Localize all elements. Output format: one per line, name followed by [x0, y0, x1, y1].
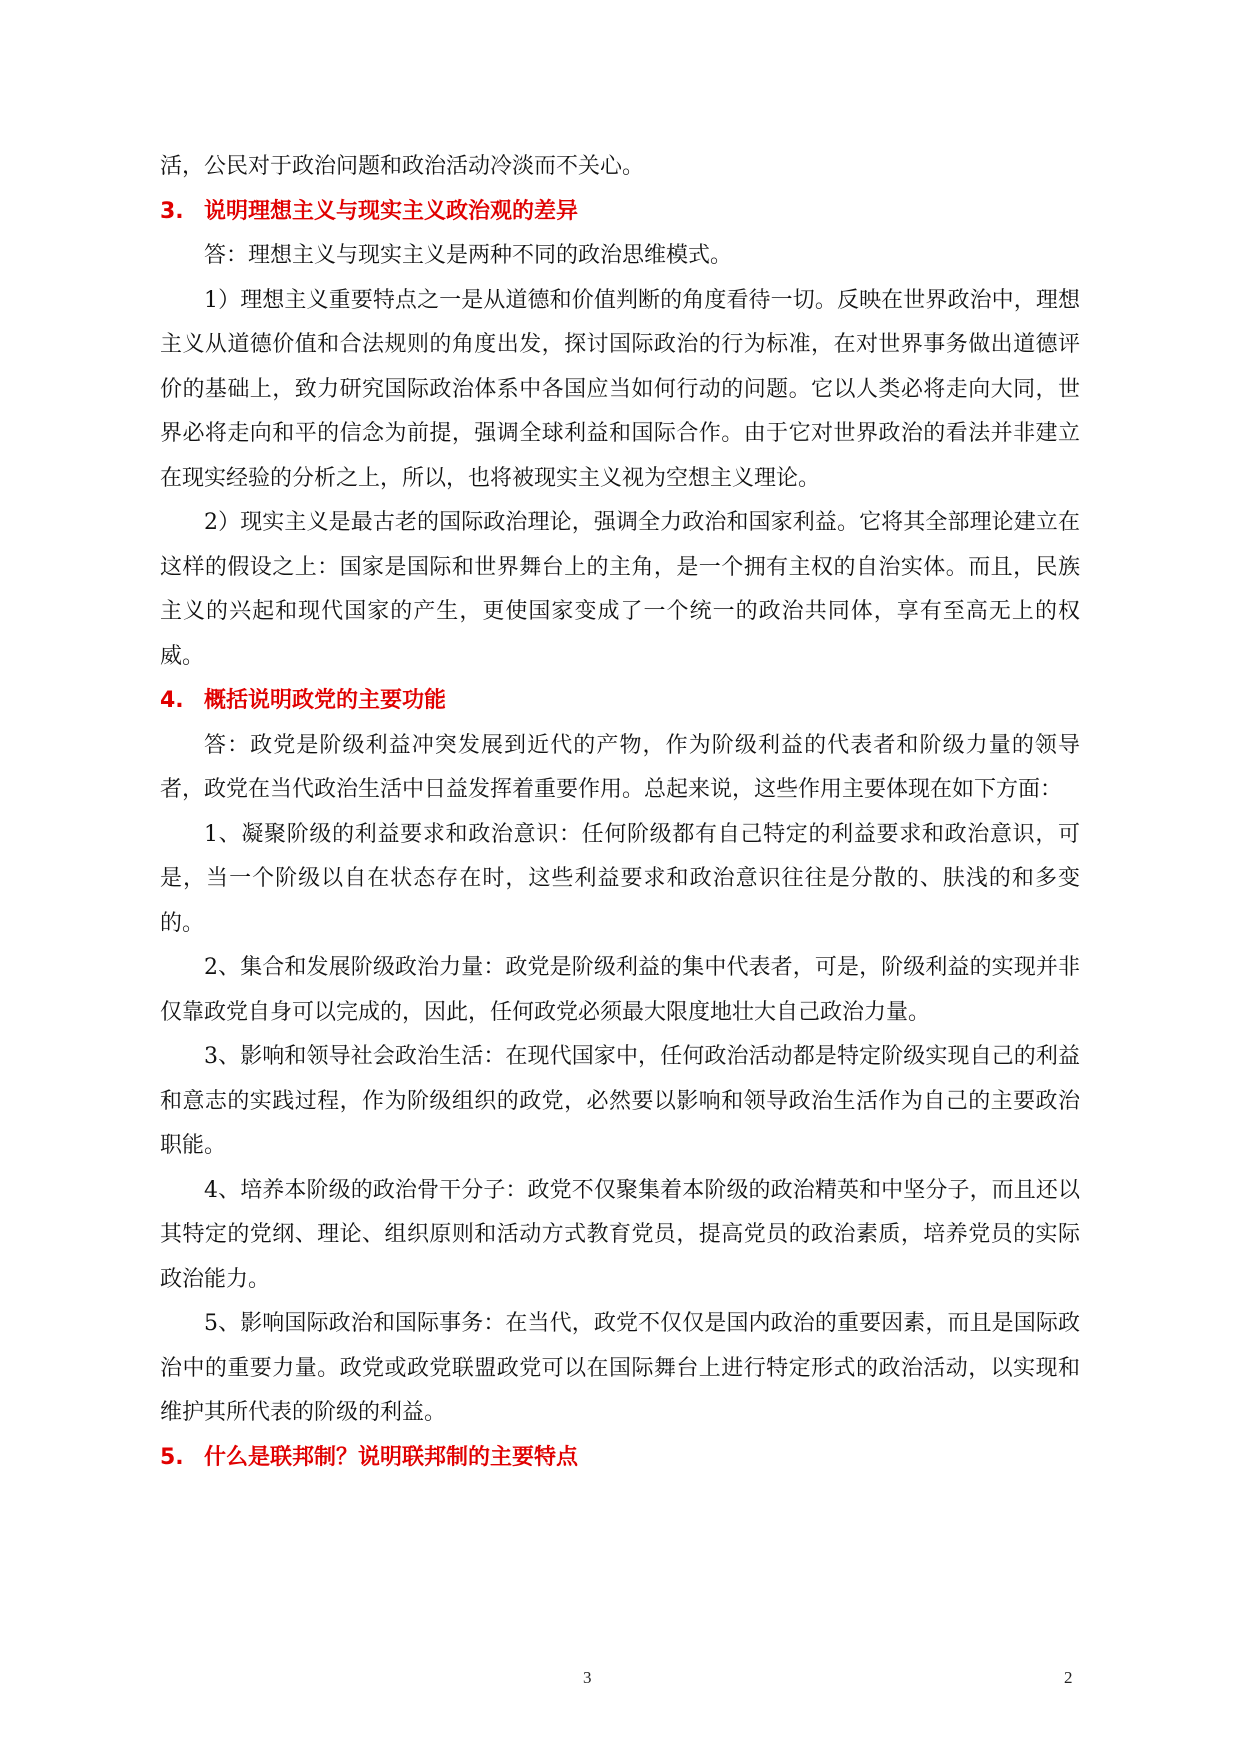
heading-number: 4.: [160, 688, 184, 713]
paragraph-idealism: 1）理想主义重要特点之一是从道德和价值判断的角度看待一切。反映在世界政治中，理想主义从道德价值和合法规则的角度出发，探讨国际政治的行为标准，在对世界事务做出道德评价的基础上，致力研究国际政治体系中各国应当如何行动的问题。它以人类必将走向大同，世界必将走向和平的信念为前提，强调全球利益和国际合作。由于它对世界政治的看法并非建立在现实经验的分析之上，所以，也将被现实主义视为空想主义理论。: [160, 287, 1080, 491]
heading-question-5: [160, 1436, 1080, 1481]
document-body: [160, 145, 1080, 1480]
heading-number: 3.: [160, 198, 184, 224]
list-item-function-5: 5、影响国际政治和国际事务：在当代，政党不仅仅是国内政治的重要因素，而且是国际政治中的重要力量。政党或政党联盟政党可以在国际舞台上进行特定形式的政治活动，以实现和维护其所代表的阶级的利益。: [160, 1311, 1080, 1425]
heading-text: 概括说明政党的主要功能: [204, 688, 447, 713]
list-item-function-4: 4、培养本阶级的政治骨干分子：政党不仅聚集着本阶级的政治精英和中坚分子，而且还以其特定的党纲、理论、组织原则和活动方式教育党员，提高党员的政治素质，培养党员的实际政治能力。: [160, 1177, 1080, 1292]
heading-text: 什么是联邦制？说明联邦制的主要特点: [204, 1444, 579, 1470]
heading-question-3: [160, 190, 1080, 235]
heading-text: 说明理想主义与现实主义政治观的差异: [204, 198, 579, 224]
heading-number: 5.: [160, 1444, 184, 1470]
answer-intro: 答：理想主义与现实主义是两种不同的政治思维模式。: [204, 243, 733, 268]
answer-intro: 答：政党是阶级利益冲突发展到近代的产物，作为阶级利益的代表者和阶级力量的领导者，政党在当代政治生活中日益发挥着重要作用。总起来说，这些作用主要体现在如下方面：: [160, 732, 1080, 802]
page-number-right: 2: [1064, 1668, 1073, 1687]
list-item-function-1: 1、凝聚阶级的利益要求和政治意识：任何阶级都有自己特定的利益要求和政治意识，可是，当一个阶级以自在状态存在时，这些利益要求和政治意识往往是分散的、肤浅的和多变的。: [160, 821, 1080, 936]
list-item-function-2: 2、集合和发展阶级政治力量：政党是阶级利益的集中代表者，可是，阶级利益的实现并非仅靠政党自身可以完成的，因此，任何政党必须最大限度地壮大自己政治力量。: [160, 955, 1080, 1025]
heading-question-4: [160, 679, 1080, 724]
paragraph-continuation: 活，公民对于政治问题和政治活动冷淡而不关心。: [160, 154, 645, 179]
paragraph-realism: 2）现实主义是最古老的国际政治理论，强调全力政治和国家利益。它将其全部理论建立在这样的假设之上：国家是国际和世界舞台上的主角，是一个拥有主权的自治实体。而且，民族主义的兴起和现代国家的产生，更使国家变成了一个统一的政治共同体，享有至高无上的权威。: [160, 510, 1080, 669]
list-item-function-3: 3、影响和领导社会政治生活：在现代国家中，任何政治活动都是特定阶级实现自己的利益和意志的实践过程，作为阶级组织的政党，必然要以影响和领导政治生活作为自己的主要政治职能。: [160, 1044, 1080, 1158]
page-number-center: 3: [583, 1668, 592, 1687]
